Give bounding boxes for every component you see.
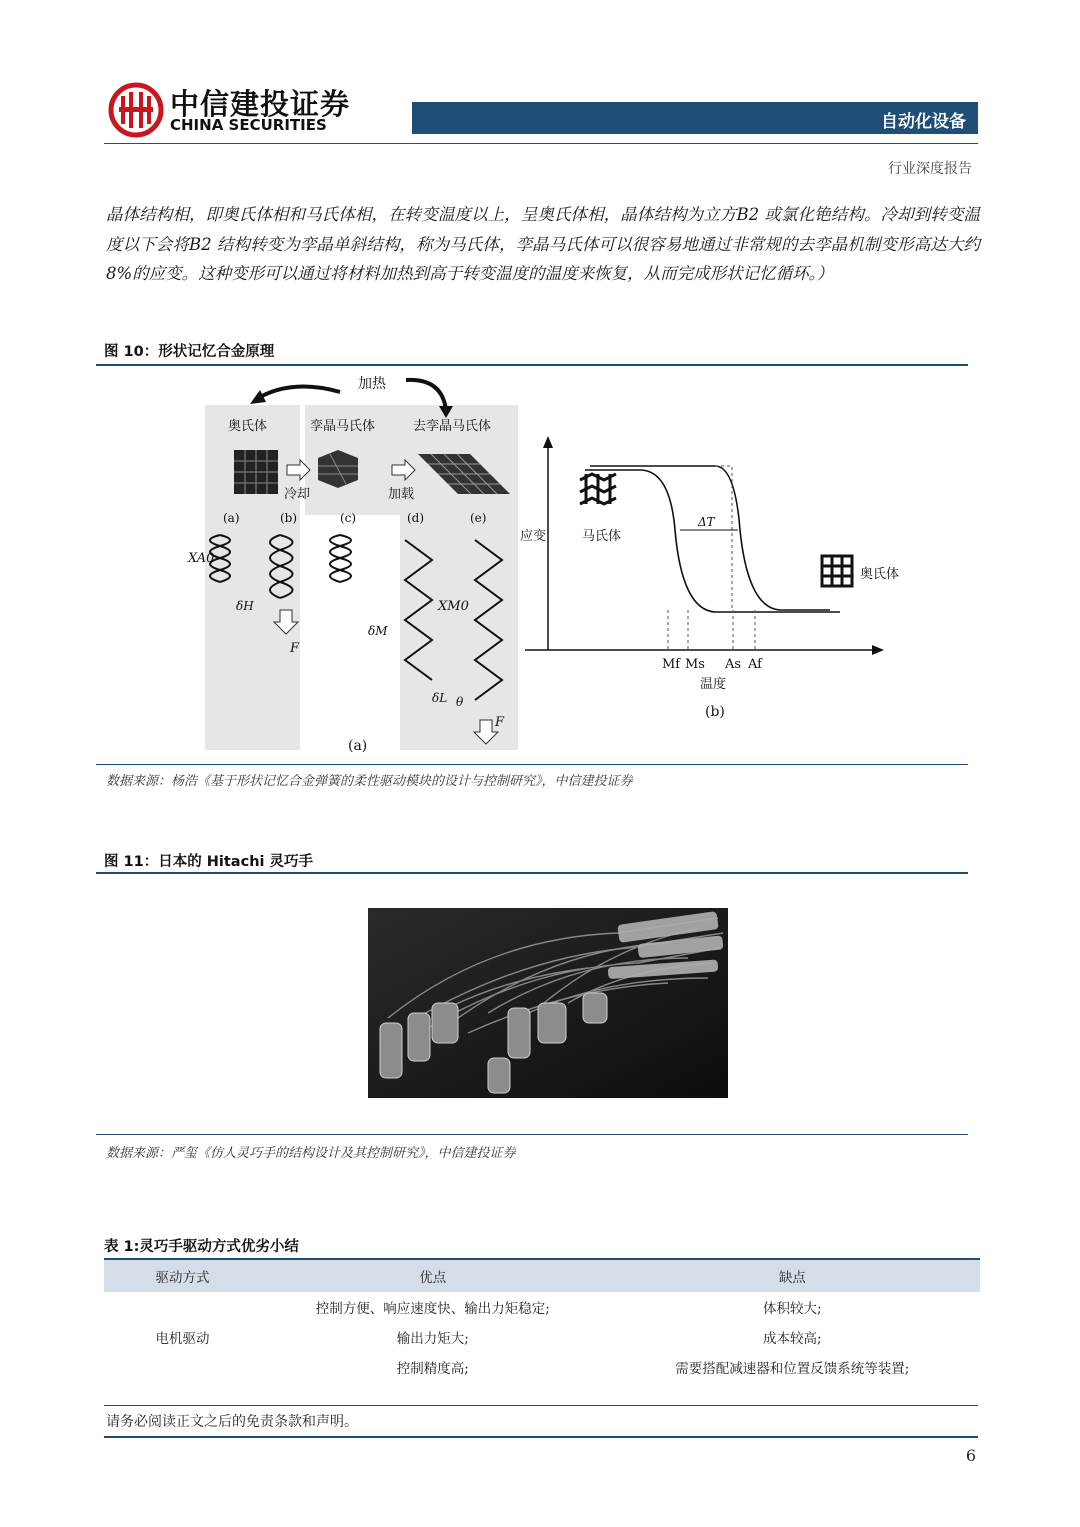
tick-as: As <box>725 657 742 672</box>
delta-m-label: δM <box>368 624 388 638</box>
con-cell: 体积较大; <box>763 1301 822 1317</box>
austenite-lattice-icon <box>234 450 278 494</box>
panel-a-label: (a) <box>348 738 368 754</box>
delta-t-label: ΔT <box>698 515 715 529</box>
austenite-structure-icon <box>822 556 852 586</box>
heating-curve <box>590 466 830 610</box>
figure10-source: 数据来源：杨浩《基于形状记忆合金弹簧的柔性驱动模块的设计与控制研究》，中信建投证券 <box>106 774 633 789</box>
header-divider <box>104 143 978 144</box>
table-header-row <box>104 1259 980 1292</box>
temperature-label: 温度 <box>700 677 727 692</box>
body-paragraph: 晶体结构相，即奥氏体相和马氏体相，在转变温度以上，呈奥氏体相，晶体结构为立方B2 或氯化铯结构。冷却到转变温度以下会将B2 结构转变为孪晶单斜结构，称为马氏体，孪晶马氏体可以很容易地通过非常规的去孪晶机制变形高达大约8%的应变。这种变形可以通过将材料加热到高于转变温度的温度来恢复，从而完成形状记忆循环。） <box>106 205 980 283</box>
heat-label: 加热 <box>358 376 386 392</box>
header-cons: 缺点 <box>605 1259 980 1292</box>
sub-label-d: (d) <box>407 511 425 525</box>
company-logo <box>108 82 164 138</box>
force-label-e: F <box>495 715 505 730</box>
figure10-top-rule <box>96 364 968 366</box>
tick-af: Af <box>748 657 762 672</box>
table-row <box>104 1292 980 1322</box>
figure10-title: 图 10：形状记忆合金原理 <box>104 344 275 360</box>
delta-h-label: δH <box>236 599 254 613</box>
figure10-bottom-rule <box>96 764 968 765</box>
figure11-bottom-rule <box>96 1134 968 1135</box>
sub-label-a: (a) <box>223 511 240 525</box>
theta-label: θ <box>456 695 464 709</box>
row-label-motor: 电机驱动 <box>155 1331 210 1347</box>
con-cell: 需要搭配减速器和位置反馈系统等装置; <box>675 1361 910 1377</box>
report-type: 行业深度报告 <box>888 161 972 177</box>
strain-label: 应变 <box>520 529 547 544</box>
figure11-source: 数据来源：严玺《仿人灵巧手的结构设计及其控制研究》，中信建投证券 <box>106 1146 516 1161</box>
figure11-top-rule <box>96 872 968 874</box>
delta-l-label: δL <box>432 691 448 705</box>
tick-mf: Mf <box>662 657 681 672</box>
con-cell: 成本较高; <box>763 1331 822 1347</box>
table1-title: 表 1:灵巧手驱动方式优劣小结 <box>104 1239 299 1255</box>
phase-austenite-label: 奥氏体 <box>228 419 268 434</box>
phase-detwinned-label: 去孪晶马氏体 <box>413 419 492 434</box>
pro-cell: 控制方便、响应速度快、输出力矩稳定; <box>315 1301 550 1317</box>
cool-label: 冷却 <box>284 487 311 502</box>
xa0-label: XA0 <box>188 551 215 566</box>
load-label: 加载 <box>388 487 415 502</box>
spring-c <box>330 535 351 582</box>
sub-label-b: (b) <box>280 511 298 525</box>
logo-chinese-name: 中信建投证券 <box>170 87 351 121</box>
logo-english-name: CHINA SECURITIES <box>170 116 327 134</box>
disclaimer-note: 请务必阅读正文之后的免责条款和声明。 <box>106 1414 358 1430</box>
header-drive-mode: 驱动方式 <box>104 1259 261 1292</box>
footer-bottom-rule <box>104 1436 978 1438</box>
sector-banner <box>412 102 978 134</box>
pro-cell: 输出力矩大; <box>396 1331 469 1347</box>
drive-comparison-table <box>104 1258 980 1382</box>
martensite-label: 马氏体 <box>582 529 622 544</box>
sub-label-e: (e) <box>470 511 487 525</box>
footer-top-rule <box>104 1405 978 1406</box>
sub-label-c: (c) <box>340 511 357 525</box>
pro-cell: 控制精度高; <box>396 1361 469 1377</box>
panel-b-label: (b) <box>705 704 725 720</box>
martensite-structure-icon <box>580 474 616 504</box>
figure10-diagram <box>170 370 900 760</box>
hitachi-hand-photo <box>368 908 728 1098</box>
sector-label: 自动化设备 <box>881 112 966 132</box>
phase-twinned-label: 孪晶马氏体 <box>310 419 376 434</box>
cooling-curve <box>585 470 840 612</box>
figure11-title: 图 11：日本的 Hitachi 灵巧手 <box>104 854 314 870</box>
header-pros: 优点 <box>261 1259 605 1292</box>
xm0-label: XM0 <box>438 599 469 614</box>
austenite-label: 奥氏体 <box>860 567 900 582</box>
page-number: 6 <box>965 1446 976 1465</box>
tick-ms: Ms <box>685 657 705 672</box>
twinned-lattice-icon <box>318 450 358 488</box>
force-label-b: F <box>290 641 300 656</box>
